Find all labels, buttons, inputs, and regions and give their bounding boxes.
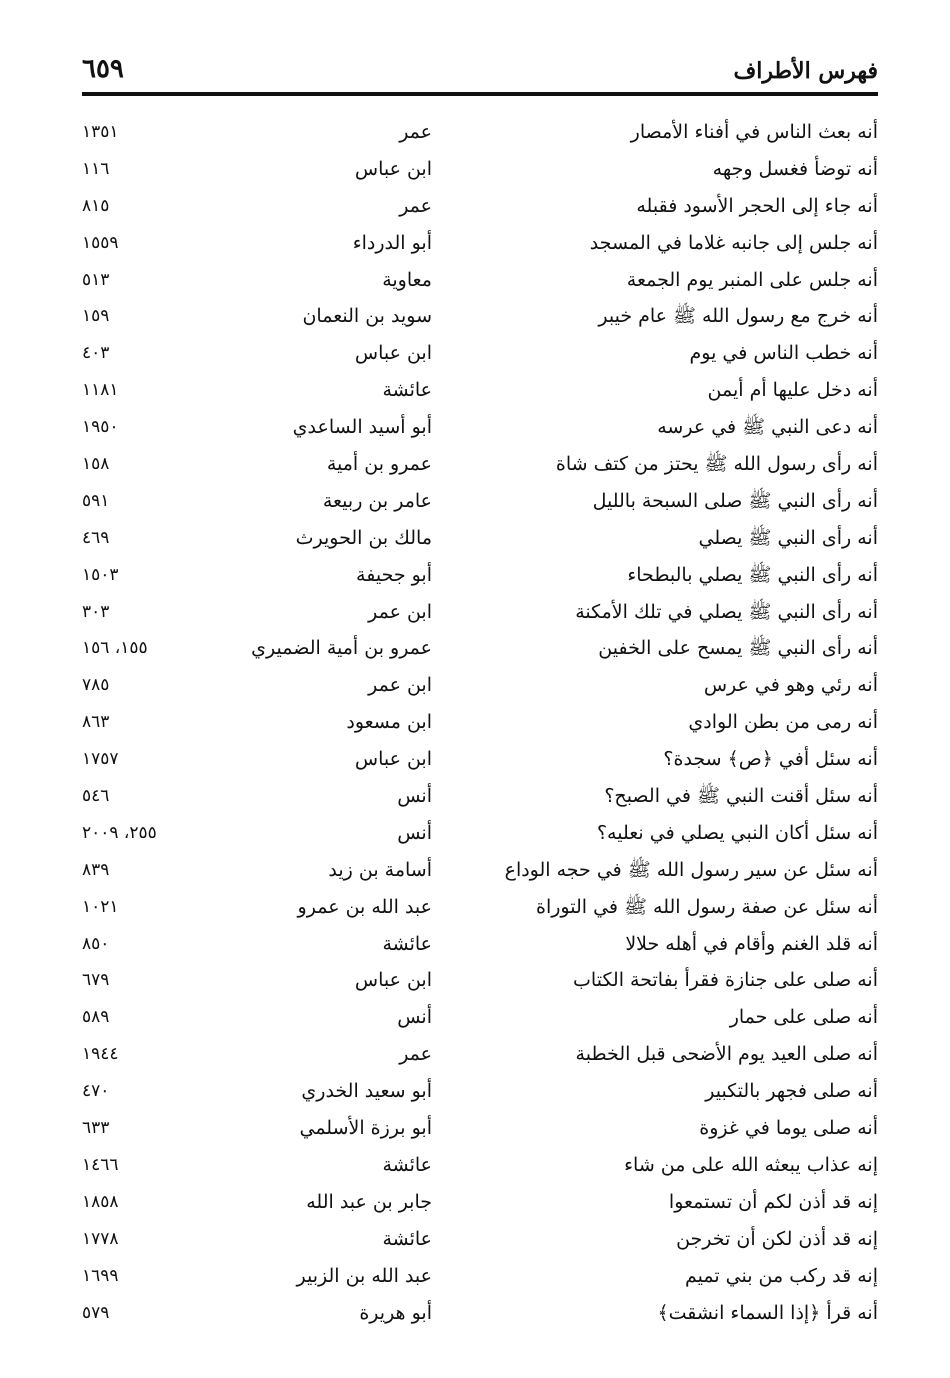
narrator-name: أبو جحيفة [356, 563, 432, 586]
index-entry [82, 188, 878, 225]
hadith-opening-text: إنه قد أذن لكن أن تخرجن [676, 1227, 878, 1250]
hadith-opening-text: أنه قرأ ﴿إذا السماء انشقت﴾ [657, 1301, 878, 1324]
hadith-opening-text: أنه رأى النبي ﷺ يصلي بالبطحاء [627, 563, 878, 586]
index-entry [82, 741, 878, 778]
narrator-name: عمرو بن أمية [326, 453, 432, 476]
hadith-reference-number: ١٥٥٩ [82, 232, 119, 253]
narrator-name: عائشة [382, 1153, 432, 1176]
index-entry [82, 151, 878, 188]
narrator-name: أسامة بن زيد [328, 858, 432, 881]
hadith-opening-text: أنه دعى النبي ﷺ في عرسه [657, 416, 878, 439]
narrator-name: عائشة [382, 932, 432, 955]
hadith-opening-text: أنه سئل أقنت النبي ﷺ في الصبح؟ [604, 785, 878, 808]
index-entry [82, 335, 878, 372]
index-entries [82, 114, 878, 1331]
hadith-reference-number: ٤٧٠ [82, 1081, 110, 1102]
narrator-name: مالك بن الحويرث [295, 526, 432, 549]
index-entry [82, 778, 878, 815]
index-entry [82, 262, 878, 299]
hadith-opening-text: أنه سئل عن سير رسول الله ﷺ في حجه الوداع [504, 858, 878, 881]
index-entry [82, 1110, 878, 1147]
hadith-opening-text: أنه جلس إلى جانبه غلاما في المسجد [589, 231, 878, 254]
hadith-opening-text: أنه دخل عليها أم أيمن [707, 379, 878, 402]
narrator-name: أبو سعيد الخدري [301, 1080, 432, 1103]
hadith-opening-text: أنه سئل أفي ﴿ص﴾ سجدة؟ [663, 748, 878, 771]
index-entry [82, 1258, 878, 1295]
narrator-name: سويد بن النعمان [302, 305, 432, 328]
hadith-reference-number: ٨٦٣ [82, 712, 110, 733]
hadith-opening-text: أنه خرج مع رسول الله ﷺ عام خيبر [598, 305, 878, 328]
index-entry [82, 889, 878, 926]
narrator-name: ابن عباس [354, 157, 432, 180]
narrator-name: عبد الله بن الزبير [296, 1264, 432, 1287]
hadith-reference-number: ٤٦٩ [82, 527, 110, 548]
hadith-opening-text: أنه سئل عن صفة رسول الله ﷺ في التوراة [536, 895, 878, 918]
hadith-reference-number: ١٥٩ [82, 306, 110, 327]
index-entry [82, 520, 878, 557]
narrator-name: أبو هريرة [359, 1301, 432, 1324]
index-entry [82, 409, 878, 446]
index-entry [82, 114, 878, 151]
narrator-name: عامر بن ربيعة [322, 489, 432, 512]
narrator-name: ابن عباس [354, 342, 432, 365]
narrator-name: عبد الله بن عمرو [297, 895, 432, 918]
hadith-reference-number: ٥٨٩ [82, 1007, 110, 1028]
index-entry [82, 1147, 878, 1184]
narrator-name: ابن عمر [368, 600, 432, 623]
hadith-opening-text: أنه صلى يوما في غزوة [699, 1117, 878, 1140]
hadith-opening-text: أنه خطب الناس في يوم [689, 342, 878, 365]
index-entry [82, 1073, 878, 1110]
narrator-name: أنس [397, 821, 432, 844]
hadith-reference-number: ٨٥٠ [82, 933, 110, 954]
hadith-reference-number: ١٣٥١ [82, 122, 119, 142]
hadith-opening-text: إنه قد ركب من بني تميم [684, 1264, 878, 1287]
index-entry [82, 630, 878, 667]
hadith-opening-text: أنه توضأ فغسل وجهه [712, 157, 878, 180]
hadith-reference-number: ١٧٥٧ [82, 749, 119, 770]
hadith-reference-number: ١١٨١ [82, 380, 119, 401]
hadith-reference-number: ١١٦ [82, 158, 110, 179]
hadith-reference-number: ١٥٨ [82, 454, 110, 475]
narrator-name: أبو أسيد الساعدي [292, 416, 432, 439]
hadith-opening-text: أنه رأى النبي ﷺ يصلي في تلك الأمكنة [575, 600, 878, 623]
index-entry [82, 962, 878, 999]
narrator-name: ابن عباس [354, 748, 432, 771]
hadith-opening-text: أنه صلى العيد يوم الأضحى قبل الخطبة [575, 1043, 878, 1066]
index-entry [82, 852, 878, 889]
hadith-opening-text: أنه رأى النبي ﷺ يصلي [698, 526, 878, 549]
narrator-name: أنس [397, 1006, 432, 1029]
index-entry [82, 1221, 878, 1258]
hadith-reference-number: ٥٩١ [82, 490, 110, 511]
hadith-opening-text: أنه صلى على جنازة فقرأ بفاتحة الكتاب [573, 969, 878, 992]
hadith-opening-text: أنه سئل أكان النبي يصلي في نعليه؟ [596, 821, 878, 844]
page-number: ٦٥٩ [82, 54, 124, 84]
index-entry [82, 298, 878, 335]
hadith-opening-text: أنه بعث الناس في أفناء الأمصار [630, 121, 878, 143]
hadith-reference-number: ١٧٧٨ [82, 1228, 119, 1249]
narrator-name: عمر [399, 1043, 432, 1066]
narrator-name: عائشة [382, 379, 432, 402]
index-entry [82, 446, 878, 483]
hadith-reference-number: ٤٠٣ [82, 343, 110, 364]
narrator-name: عمرو بن أمية الضميري [251, 637, 432, 660]
hadith-reference-number: ١٦٩٩ [82, 1265, 119, 1286]
hadith-reference-number: ١٤٦٦ [82, 1154, 119, 1175]
hadith-reference-number: ٨٣٩ [82, 859, 110, 880]
hadith-reference-number: ٨١٥ [82, 195, 110, 216]
hadith-reference-number: ٥٤٦ [82, 786, 110, 807]
hadith-reference-number: ٦٣٣ [82, 1118, 110, 1139]
hadith-opening-text: أنه رأى النبي ﷺ يمسح على الخفين [598, 637, 878, 660]
hadith-opening-text: أنه رأى النبي ﷺ صلى السبحة بالليل [592, 489, 878, 512]
index-entry [82, 815, 878, 852]
hadith-reference-number: ١٥٠٣ [82, 564, 119, 585]
index-entry [82, 1036, 878, 1073]
narrator-name: عمر [399, 121, 432, 143]
hadith-reference-number: ٣٠٣ [82, 601, 110, 622]
narrator-name: عائشة [382, 1227, 432, 1250]
hadith-opening-text: أنه جاء إلى الحجر الأسود فقبله [636, 194, 878, 217]
hadith-opening-text: إنه قد أذن لكم أن تستمعوا [668, 1190, 878, 1213]
index-entry [82, 926, 878, 963]
hadith-reference-number: ٦٧٩ [82, 970, 110, 991]
page-title: فهرس الأطراف [733, 58, 878, 84]
narrator-name: أبو برزة الأسلمي [299, 1117, 432, 1140]
hadith-opening-text: أنه رئي وهو في عرس [703, 674, 878, 697]
index-entry [82, 483, 878, 520]
hadith-opening-text: أنه رأى رسول الله ﷺ يحتز من كتف شاة [555, 453, 878, 476]
narrator-name: أبو الدرداء [352, 231, 432, 254]
narrator-name: عمر [399, 194, 432, 217]
hadith-reference-number: ٥٧٩ [82, 1302, 110, 1323]
narrator-name: ابن مسعود [346, 711, 432, 734]
index-entry [82, 999, 878, 1036]
narrator-name: جابر بن عبد الله [306, 1190, 432, 1213]
hadith-opening-text: أنه جلس على المنبر يوم الجمعة [626, 268, 878, 291]
hadith-opening-text: أنه رمى من بطن الوادي [688, 711, 878, 734]
hadith-reference-number: ١٠٢١ [82, 896, 119, 917]
narrator-name: ابن عباس [354, 969, 432, 992]
index-entry [82, 704, 878, 741]
hadith-reference-number: ٥١٣ [82, 269, 110, 290]
hadith-reference-number: ٢٥٥، ٢٠٠٩ [82, 822, 157, 843]
narrator-name: ابن عمر [368, 674, 432, 697]
index-entry [82, 594, 878, 631]
hadith-reference-number: ٧٨٥ [82, 675, 110, 696]
index-entry [82, 225, 878, 262]
header-rule [82, 92, 878, 96]
index-entry [82, 667, 878, 704]
hadith-opening-text: أنه صلى على حمار [729, 1006, 878, 1029]
page-header [82, 52, 878, 92]
hadith-opening-text: إنه عذاب يبعثه الله على من شاء [624, 1153, 878, 1176]
hadith-reference-number: ١٩٥٠ [82, 417, 119, 438]
narrator-name: معاوية [382, 268, 432, 291]
narrator-name: أنس [397, 785, 432, 808]
hadith-reference-number: ١٥٥، ١٥٦ [82, 638, 148, 659]
index-entry [82, 557, 878, 594]
index-entry [82, 1295, 878, 1332]
hadith-opening-text: أنه قلد الغنم وأقام في أهله حلالا [625, 932, 878, 955]
hadith-reference-number: ١٩٤٤ [82, 1044, 119, 1065]
index-entry [82, 1184, 878, 1221]
index-entry [82, 372, 878, 409]
hadith-reference-number: ١٨٥٨ [82, 1191, 119, 1212]
hadith-opening-text: أنه صلى فجهر بالتكبير [705, 1080, 878, 1103]
